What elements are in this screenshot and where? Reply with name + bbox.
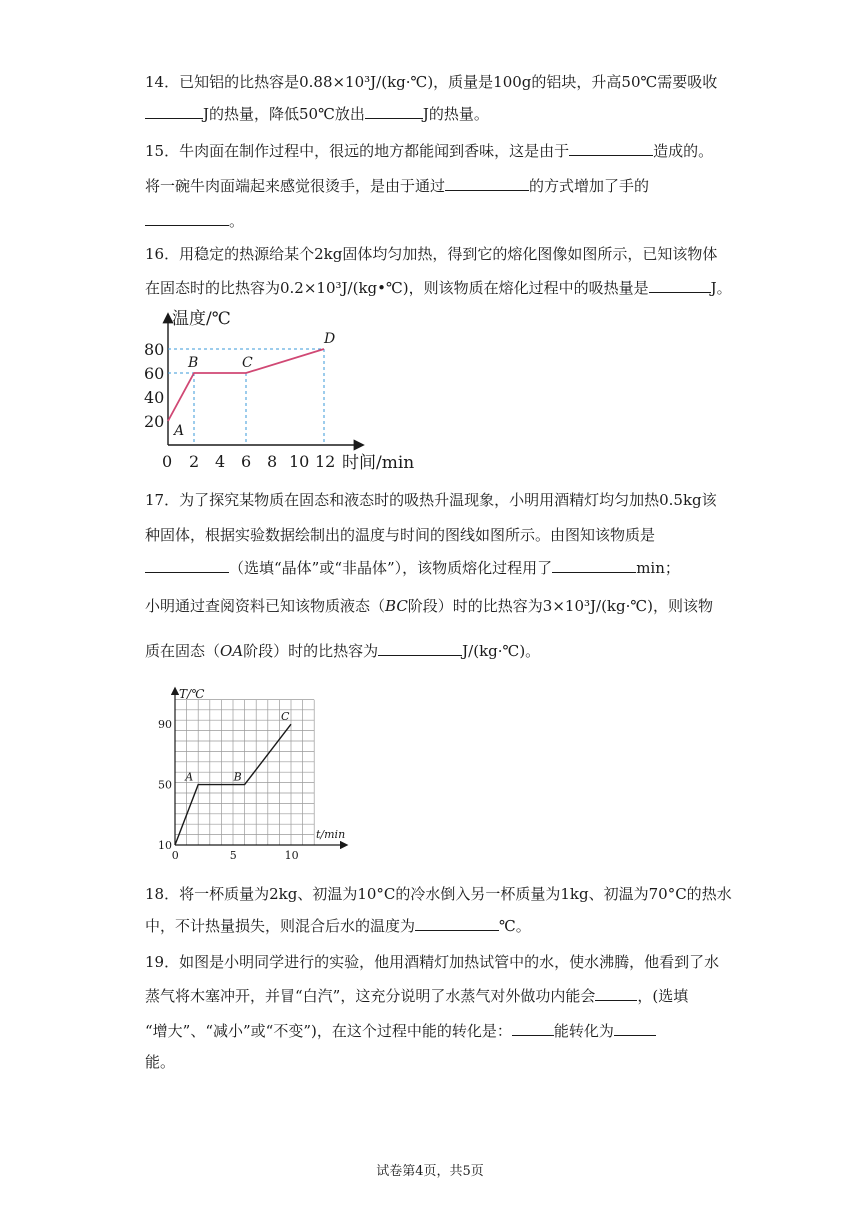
q17-point-label: C [281, 710, 290, 724]
q17-text-a: （选填“晶体”或“非晶体”），该物质熔化过程用了 [229, 559, 553, 577]
q17-blank-2[interactable] [552, 558, 636, 573]
q17-blank-3[interactable] [378, 641, 462, 656]
q17-blank-1[interactable] [145, 558, 229, 573]
q15-line1 [145, 141, 713, 161]
q19-line2 [145, 986, 688, 1006]
q15-line2 [145, 176, 649, 196]
q15-line3 [145, 211, 244, 231]
q16-ytick: 80 [144, 340, 165, 359]
q16-melting-chart [140, 305, 430, 475]
q17-line2: 种固体，根据实验数据绘制出的温度与时间的图线如图所示。由图知该物质是 [145, 526, 656, 544]
q15-text-c: 将一碗牛肉面端起来感觉很烫手，是由于通过 [145, 177, 446, 195]
q17-line1: 17．为了探究某物质在固态和液态时的吸热升温现象，小明用酒精灯均匀加热0.5kg该 [145, 491, 717, 509]
q17-ytick: 10 [158, 839, 172, 852]
q17-point-label: A [185, 770, 194, 784]
q17-text-g: J/(kg·℃)。 [462, 642, 541, 660]
q17-temperature-chart [150, 683, 355, 862]
q16-ytick: 60 [144, 364, 165, 383]
q19-text-c: “增大”、“减小”或“不变”)，在这个过程中能的转化是： [145, 1022, 512, 1040]
q14-blank-1[interactable] [145, 104, 203, 119]
q17-ytick: 50 [158, 778, 172, 792]
q16-xtick: 6 [241, 452, 252, 471]
q19-line3 [145, 1021, 656, 1041]
q15-text-b: 造成的。 [653, 142, 714, 160]
q17-line3 [145, 558, 680, 578]
q17-line5 [145, 641, 540, 661]
q19-blank-2[interactable] [512, 1021, 554, 1036]
q16-xtick: 12 [315, 452, 336, 471]
q16-text-b: J。 [710, 279, 732, 297]
q18-line1: 18．将一杯质量为2kg、初温为10°C的冷水倒入另一杯质量为1kg、初温为70°C的热水 [145, 885, 732, 903]
q19-line4: 能。 [145, 1053, 176, 1071]
q17-point-label: B [233, 770, 242, 784]
q15-text-e: 。 [229, 212, 245, 230]
q16-point-label: D [324, 331, 336, 347]
q15-text-a: 15．牛肉面在制作过程中，很远的地方都能闻到香味，这是由于 [145, 142, 570, 160]
q16-ylabel: 温度/℃ [172, 309, 231, 329]
q14-line2 [145, 104, 489, 124]
q17-text-c: 小明通过查阅资料已知该物质液态（ [145, 597, 386, 615]
q17-ytick: 90 [158, 718, 172, 732]
q17-text-f: 阶段）时的比热容为 [243, 642, 379, 660]
q14-text-b: J的热量。 [422, 105, 489, 123]
q17-text-oa: OA [220, 642, 244, 660]
q16-xtick: 0 [162, 452, 173, 471]
q15-blank-3[interactable] [145, 211, 229, 226]
q17-text-b: min； [636, 559, 680, 577]
q19-line1: 19．如图是小明同学进行的实验，他用酒精灯加热试管中的水，使水沸腾，他看到了水 [145, 953, 720, 971]
q18-text-a: 中，不计热量损失，则混合后水的温度为 [145, 917, 416, 935]
q17-ylabel: T/℃ [179, 687, 205, 701]
q14-line1: 14．已知铝的比热容是0.88×10³J/(kg·℃)，质量是100g的铝块，升高50℃需要吸收 [145, 73, 718, 91]
q15-text-d: 的方式增加了手的 [529, 177, 650, 195]
q17-text-d: 阶段）时的比热容为3×10³J/(kg·℃)，则该物 [407, 597, 714, 615]
q17-grid [175, 699, 314, 845]
q16-ytick: 20 [144, 412, 165, 431]
q17-line4 [145, 596, 713, 616]
q19-text-d: 能转化为 [553, 1022, 614, 1040]
q17-text-bc: BC [385, 597, 408, 615]
q16-ytick: 40 [144, 388, 165, 407]
q17-xtick: 0 [171, 849, 179, 862]
q17-xtick: 5 [229, 849, 237, 862]
q14-blank-2[interactable] [365, 104, 423, 119]
q15-blank-1[interactable] [569, 141, 653, 156]
q19-blank-1[interactable] [595, 986, 637, 1001]
q16-point-label: C [242, 355, 253, 371]
q16-line1: 16．用稳定的热源给某个2kg固体均匀加热，得到它的熔化图像如图所示，已知该物体 [145, 245, 718, 263]
q18-text-b: ℃。 [499, 917, 531, 935]
page-footer: 试卷第4页，共5页 [376, 1164, 484, 1179]
q16-xtick: 10 [289, 452, 310, 471]
q16-point-label: B [188, 355, 199, 371]
q16-xtick: 8 [267, 452, 278, 471]
q16-blank-1[interactable] [649, 278, 711, 293]
q14-text-a: J的热量，降低50℃放出 [203, 105, 365, 123]
q19-text-b: ，(选填 [637, 987, 689, 1005]
q18-blank-1[interactable] [415, 916, 499, 931]
q16-line2 [145, 278, 732, 298]
q16-xtick: 2 [189, 452, 200, 471]
q17-xlabel: t/min [316, 828, 346, 841]
q16-xtick: 4 [215, 452, 226, 471]
q18-line2 [145, 916, 531, 936]
q16-point-label: A [174, 423, 185, 439]
q19-blank-3[interactable] [614, 1021, 656, 1036]
q16-text-a: 在固态时的比热容为0.2×10³J/(kg•℃)，则该物质在熔化过程中的吸热量是 [145, 279, 649, 297]
q17-text-e: 质在固态（ [145, 642, 221, 660]
q19-text-a: 蒸气将木塞冲开，并冒“白汽”，这充分说明了水蒸气对外做功内能会 [145, 987, 596, 1005]
q17-xtick: 10 [284, 849, 299, 862]
q15-blank-2[interactable] [445, 176, 529, 191]
q16-xlabel: 时间/min [342, 453, 415, 473]
